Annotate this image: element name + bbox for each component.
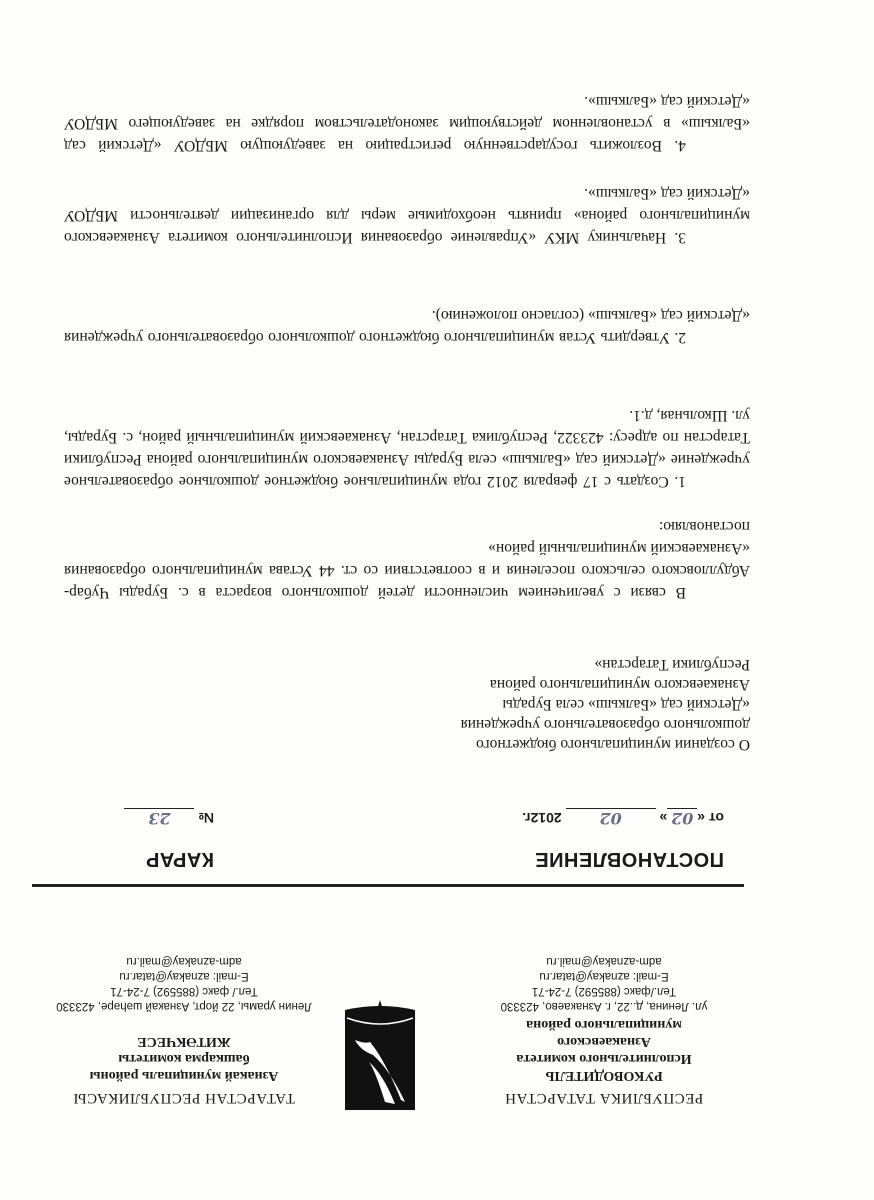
decree-word: постановляю: (658, 518, 750, 535)
date-year: 2012г. (522, 810, 562, 826)
item-3 (64, 182, 750, 248)
number-line (125, 808, 215, 828)
org-line: Азнакай муниципаль районы (89, 1068, 279, 1083)
item-2 (64, 304, 750, 348)
subject-block (461, 654, 750, 754)
item-text: 1. Создать с 17 февраля 2012 года муниципальное бюджетное дошкольное образовательное учреждение «Детский сад «Балкыш» села Бурады Азнакаевского муниципального района Республики Татарстан по адресу: 423322, Республика Татарстан, Азнакаевский муниципальный район, с. Бурады, ул. Школьная, д.1. (64, 407, 750, 490)
email: E-mail: aznakay@tatar.ru (539, 970, 669, 982)
subject-line: Республики Татарстан» (594, 656, 750, 673)
subject-line: дошкольного образовательного учреждения (460, 716, 750, 733)
republic-name-tt: ТАТАРСТАН РЕСПУБЛИКАСЫ (73, 1090, 295, 1106)
preamble (64, 515, 750, 603)
email: E-mail: aznakay@tatar.ru (119, 970, 249, 982)
address: Ленин урамы, 22 йорт, Азнакай шәһәре, 423330 (56, 1000, 312, 1012)
date-prefix: от « (697, 810, 724, 826)
doc-number: 23 (125, 808, 195, 828)
item-1 (64, 404, 750, 492)
coat-of-arms-logo (345, 990, 415, 1110)
address: ул. Ленина, д..22, г. Азнакаево, 423330 (500, 1000, 708, 1012)
header-divider (32, 884, 744, 887)
header-left-russian (454, 953, 754, 1108)
email: adm-aznakay@mail.ru (546, 955, 662, 967)
phone: Тел./факс (885592) 7-24-71 (531, 985, 677, 997)
item-text: 3. Начальнику МКУ «Управление образования Исполнительного комитета Азнакаевского муниципального района» принять необходимые меры для организации деятельности МБДОУ «Детский сад «Балкыш». (64, 185, 750, 246)
subject-line: Азнакаевского муниципального района (489, 676, 750, 693)
phone: Тел./ факс (885592) 7-24-71 (110, 985, 258, 997)
date-month: 02 (566, 808, 656, 828)
org-line: РУКОВОДИТЕЛЬ (545, 1068, 663, 1083)
subject-line: О создании муниципального бюджетного (475, 736, 750, 753)
title-tt: КАРАР (145, 848, 214, 870)
item-text: 4. Возложить государственную регистрацию на заведующую МБДОУ «Детский сад «Балкыш» в установленном действующим законодательством порядке на заведующего МБДОУ «Детский сад «Балкыш». (64, 93, 750, 154)
date-line (522, 808, 724, 828)
number-label: № (198, 810, 214, 826)
org-line: Азнакаевского (557, 1034, 651, 1049)
header-right-tatar (34, 953, 334, 1108)
title-ru: ПОСТАНОВЛЕНИЕ (534, 848, 724, 870)
date-separator: » (659, 810, 668, 826)
subject-line: «Детский сад «Балкыш» села Бурады (502, 696, 750, 713)
org-line: Исполнительного комитета (516, 1051, 692, 1066)
email: adm-aznakay@mail.ru (126, 955, 242, 967)
republic-name-ru: РЕСПУБЛИКА ТАТАРСТАН (504, 1090, 704, 1106)
item-text: 2. Утвердить Устав муниципального бюджетного дошкольного образовательного учреждения «Детский сад «Балкыш» (согласно положению). (64, 307, 750, 346)
date-day: 02 (667, 808, 697, 828)
org-line: муниципального района (526, 1017, 682, 1032)
item-4 (64, 90, 750, 156)
preamble-text: В связи с увеличением численности детей дошкольного возраста в с. Бурады Чубар-Абдулловского сельского поселения и в соответствии со ст. 44 Устава муниципального образования «Азнакаевский муниципальный район» (64, 540, 750, 601)
org-line: ЖИТӘКЧЕСЕ (137, 1034, 231, 1049)
org-line: башкарма комитеты (118, 1051, 250, 1066)
